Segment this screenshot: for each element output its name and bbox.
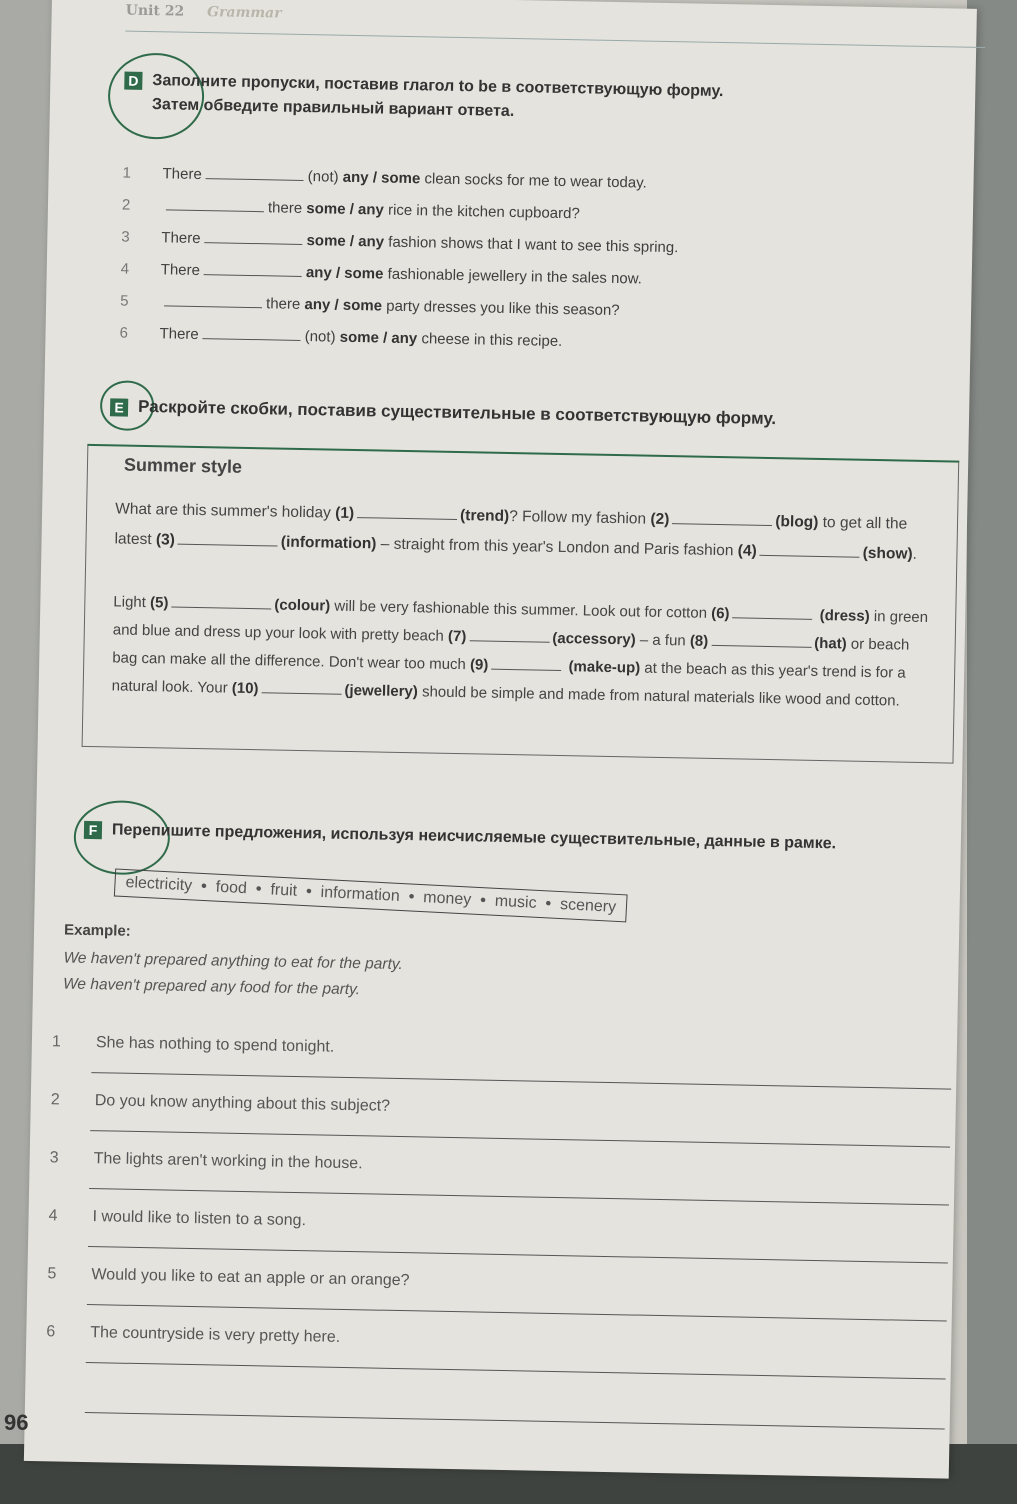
exercise-d-item-3: 3 There some / any fashion shows that I want to see this spring.	[121, 228, 679, 257]
answer-blank[interactable]	[178, 532, 278, 547]
exercise-d-item-6: 6 There (not) some / any cheese in this recipe.	[119, 324, 563, 350]
answer-line[interactable]	[85, 1412, 945, 1430]
answer-blank[interactable]	[206, 166, 304, 181]
exercise-e-instruction: E Раскройте скобки, поставив существительные в соответствующую форму.	[110, 394, 776, 431]
example-question: We haven't prepared anything to eat for the party.	[63, 949, 403, 974]
exercise-d-badge: D	[124, 71, 142, 89]
background-right	[967, 0, 1017, 1504]
answer-line[interactable]	[90, 1130, 950, 1148]
answer-blank[interactable]	[261, 680, 341, 695]
exercise-f-badge: F	[84, 821, 102, 839]
paragraph-2: Light (5) (colour) will be very fashionable this summer. Look out for cotton (6) (dress) in green and blue and dress up your look with pretty beach (7) (accessory) – a fun (8) (hat) or beach bag can make all the difference. Don't wear too much (9) (make-up) at the beach as this year's trend is for a natural look. Your (10) (jewellery) should be simple and made from natural materials like wood and cotton.	[111, 593, 929, 710]
answer-line[interactable]	[86, 1362, 946, 1380]
exercise-f-item-1: 1 She has nothing to spend tonight.	[51, 1033, 335, 1056]
answer-blank[interactable]	[203, 326, 301, 341]
answer-blank[interactable]	[204, 230, 302, 245]
header-divider	[125, 31, 985, 49]
answer-blank[interactable]	[469, 628, 549, 643]
exercise-d-instruction: D Заполните пропуски, поставив глагол to be в соответствующую форму. Затем обведите правильный вариант ответа.	[124, 69, 724, 128]
exercise-d-item-5: 5 there any / some party dresses you like this season?	[119, 292, 620, 320]
summer-style-text-box	[82, 444, 960, 764]
exercise-f-item-2: 2 Do you know anything about this subject?	[50, 1091, 391, 1115]
page-number: 96	[4, 1410, 29, 1435]
exercise-e-badge: E	[110, 398, 128, 416]
text-title: Summer style	[123, 454, 243, 477]
example-label: Example:	[63, 921, 131, 940]
example-answer: We haven't prepared any food for the party.	[62, 975, 361, 999]
answer-line[interactable]	[91, 1072, 951, 1090]
exercise-f-item-3: 3 The lights aren't working in the house.	[49, 1149, 363, 1173]
exercise-f-item-4: 4 I would like to listen to a song.	[48, 1207, 307, 1230]
page-header	[126, 3, 282, 22]
answer-blank[interactable]	[166, 197, 264, 212]
answer-blank[interactable]	[357, 505, 457, 520]
answer-line[interactable]	[88, 1246, 948, 1264]
answer-blank[interactable]	[672, 511, 772, 526]
answer-blank[interactable]	[491, 657, 561, 671]
exercise-f-item-5: 5 Would you like to eat an apple or an orange?	[47, 1265, 410, 1290]
answer-line[interactable]	[87, 1304, 947, 1322]
word-box: electricity • food • fruit • information • money • music • scenery	[114, 868, 628, 922]
section-label: Grammar	[206, 4, 282, 22]
exercise-d-item-1: 1 There (not) any / some clean socks for me to wear today.	[122, 164, 647, 192]
answer-blank[interactable]	[204, 262, 302, 277]
answer-blank[interactable]	[164, 293, 262, 308]
answer-blank[interactable]	[732, 605, 812, 620]
exercise-f-item-6: 6 The countryside is very pretty here.	[46, 1323, 341, 1346]
exercise-d-item-2: 2 there some / any rice in the kitchen cupboard?	[121, 196, 580, 223]
exercise-f-instruction: F Перепишите предложения, используя неисчисляемые существительные, данные в рамке.	[84, 818, 837, 856]
exercise-d-item-4: 4 There any / some fashionable jewellery in the sales now.	[120, 260, 643, 288]
answer-blank[interactable]	[171, 595, 271, 610]
answer-blank[interactable]	[711, 633, 811, 648]
workbook-page	[24, 0, 977, 1479]
answer-line[interactable]	[89, 1188, 949, 1206]
answer-blank[interactable]	[760, 543, 860, 558]
unit-label: Unit 22	[125, 2, 185, 20]
paragraph-1: What are this summer's holiday (1) (trend)? Follow my fashion (2) (blog) to get all the latest (3) (information) – straight from this year's London and Paris fashion (4) (show).	[114, 500, 918, 563]
